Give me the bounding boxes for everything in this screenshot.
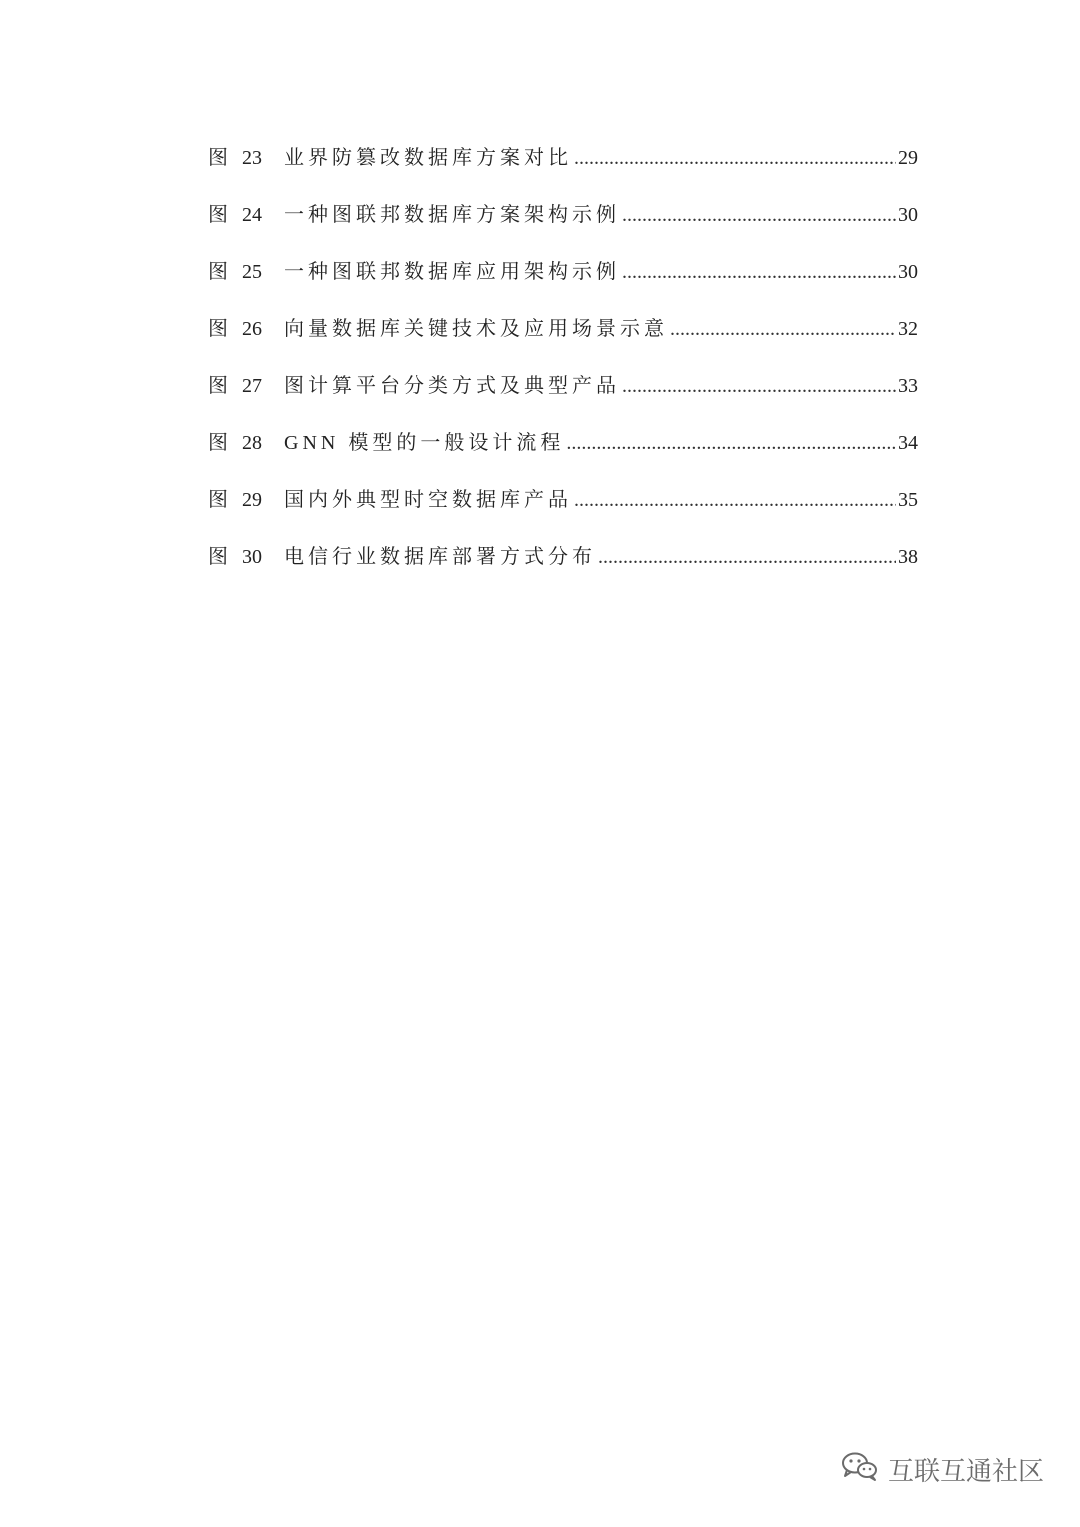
toc-entry[interactable]	[208, 309, 918, 366]
figure-number: 29	[242, 489, 262, 511]
dot-leader	[622, 366, 896, 406]
figure-number: 25	[242, 261, 262, 283]
entry-title: 一种图联邦数据库应用架构示例	[284, 261, 620, 283]
entry-title: GNN 模型的一般设计流程	[284, 432, 565, 454]
entry-title: 电信行业数据库部署方式分布	[284, 546, 596, 568]
watermark-text: 互联互通社区	[887, 1457, 1044, 1487]
toc-entry[interactable]	[208, 423, 918, 480]
figure-number: 28	[242, 432, 262, 454]
toc-entry[interactable]	[208, 252, 918, 309]
entry-title: 业界防篡改数据库方案对比	[284, 147, 572, 169]
figure-label: 图	[208, 261, 228, 283]
figure-number: 26	[242, 318, 262, 340]
figure-label: 图	[208, 489, 228, 511]
page-number: 29	[898, 147, 918, 169]
toc-entry[interactable]	[208, 366, 918, 423]
figure-number: 24	[242, 204, 262, 226]
dot-leader	[574, 138, 896, 178]
page-number: 30	[898, 204, 918, 226]
figure-label: 图	[208, 204, 228, 226]
dot-leader	[574, 480, 896, 520]
entry-title: 一种图联邦数据库方案架构示例	[284, 204, 620, 226]
page-number: 35	[898, 489, 918, 511]
page-number: 32	[898, 318, 918, 340]
entry-title: 向量数据库关键技术及应用场景示意	[284, 318, 668, 340]
dot-leader	[622, 195, 896, 235]
figure-label: 图	[208, 432, 228, 454]
page-number: 38	[898, 546, 918, 568]
figure-list	[208, 138, 918, 594]
toc-entry[interactable]	[208, 537, 918, 594]
figure-label: 图	[208, 318, 228, 340]
wechat-icon	[840, 1450, 880, 1489]
toc-entry[interactable]	[208, 138, 918, 195]
entry-title: 国内外典型时空数据库产品	[284, 489, 572, 511]
dot-leader	[566, 423, 896, 463]
figure-number: 27	[242, 375, 262, 397]
dot-leader	[670, 309, 896, 349]
entry-title: 图计算平台分类方式及典型产品	[284, 375, 620, 397]
page-number: 34	[898, 432, 918, 454]
dot-leader	[622, 252, 896, 292]
toc-entry[interactable]	[208, 480, 918, 537]
page-number: 33	[898, 375, 918, 397]
page-number: 30	[898, 261, 918, 283]
figure-label: 图	[208, 147, 228, 169]
watermark	[840, 1450, 1044, 1489]
figure-number: 30	[242, 546, 262, 568]
figure-number: 23	[242, 147, 262, 169]
figure-label: 图	[208, 546, 228, 568]
figure-label: 图	[208, 375, 228, 397]
toc-entry[interactable]	[208, 195, 918, 252]
dot-leader	[598, 537, 896, 577]
